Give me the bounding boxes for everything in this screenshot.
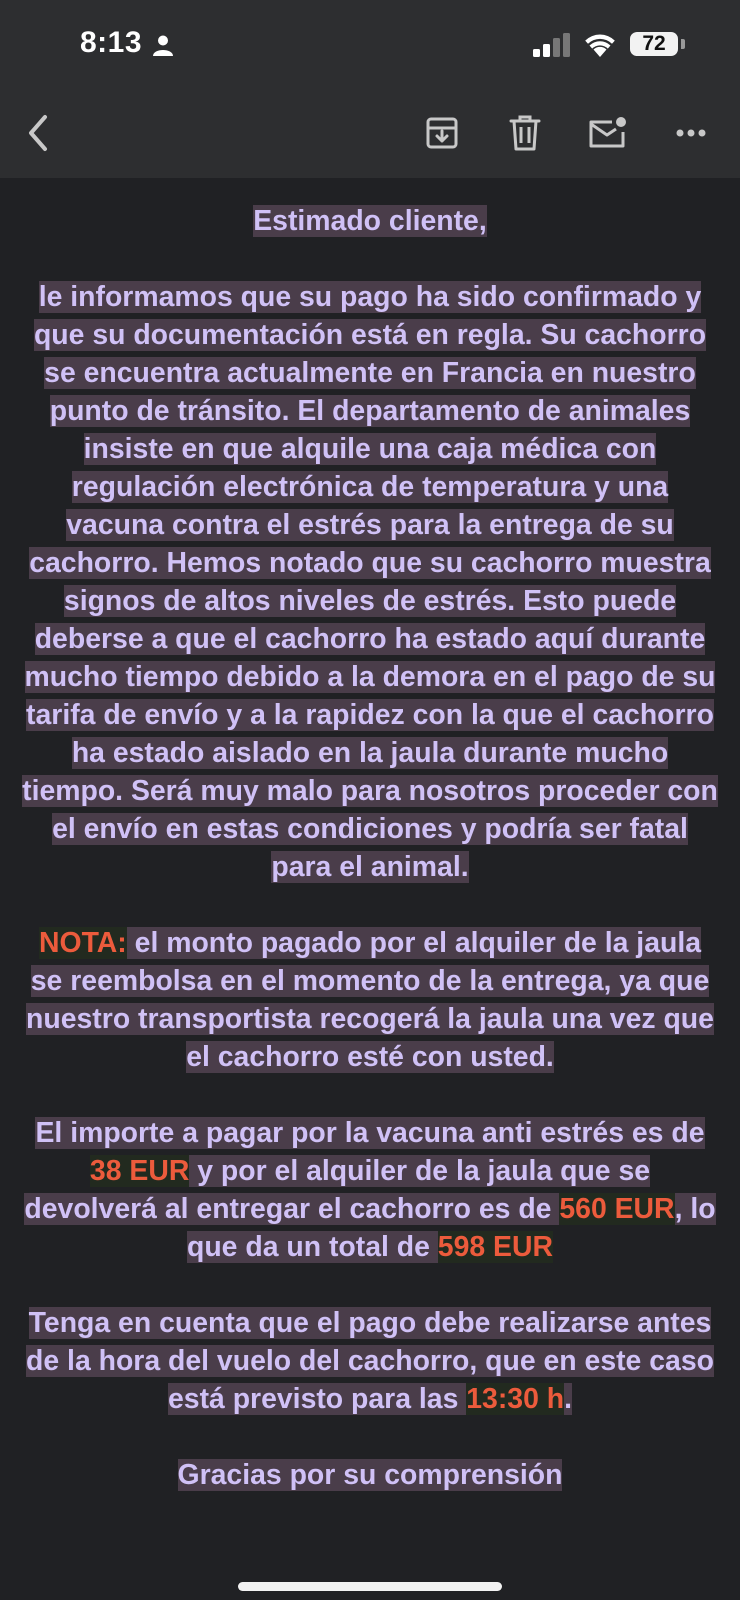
amount-vaccine: 38 EUR bbox=[89, 1155, 190, 1187]
wifi-icon bbox=[582, 30, 618, 58]
amount-total: 598 EUR bbox=[437, 1231, 553, 1263]
closing: Gracias por su comprensión bbox=[177, 1459, 563, 1491]
more-icon[interactable] bbox=[668, 110, 714, 156]
paragraph-amounts: El importe a pagar por la vacuna anti estrés es de 38 EUR y por el alquiler de la jaula que se devolverá al entregar el cachorro es de 560 EUR, lo que da un total de 598 EUR bbox=[24, 1117, 716, 1263]
trash-icon[interactable] bbox=[502, 110, 548, 156]
archive-icon[interactable] bbox=[419, 110, 465, 156]
greeting: Estimado cliente, bbox=[253, 205, 487, 237]
paragraph-deadline: Tenga en cuenta que el pago debe realizarse antes de la hora del vuelo del cachorro, que en este caso está previsto para las 13:30 h. bbox=[26, 1307, 714, 1415]
amount-cage: 560 EUR bbox=[559, 1193, 675, 1225]
home-indicator[interactable] bbox=[238, 1582, 502, 1591]
status-bar bbox=[0, 0, 740, 90]
status-time: 8:13 bbox=[80, 26, 143, 59]
back-icon[interactable] bbox=[16, 110, 62, 156]
battery-indicator: 72 bbox=[630, 32, 678, 56]
mark-unread-icon[interactable] bbox=[585, 110, 631, 156]
email-toolbar bbox=[0, 90, 740, 178]
email-message bbox=[20, 202, 720, 1532]
flight-time: 13:30 h bbox=[466, 1383, 565, 1415]
paragraph-status: le informamos que su pago ha sido confirmado y que su documentación está en regla. Su cachorro se encuentra actualmente en Francia en nuestro punto de tránsito. El departamento de animales insiste en que alquile una caja médica con regulación electrónica de temperatura y una vacuna contra el estrés para la entrega de su cachorro. Hemos notado que su cachorro muestra signos de altos niveles de estrés. Esto puede deberse a que el cachorro ha estado aquí durante mucho tiempo debido a la demora en el pago de su tarifa de envío y a la rapidez con la que el cachorro ha estado aislado en la jaula durante mucho tiempo. Será muy malo para nosotros proceder con el envío en estas condiciones y podría ser fatal para el animal. bbox=[22, 281, 718, 883]
cellular-signal-icon bbox=[533, 33, 573, 57]
email-body bbox=[0, 178, 740, 1600]
note-label: NOTA: bbox=[38, 927, 127, 959]
person-icon bbox=[152, 34, 174, 56]
battery-nub bbox=[681, 39, 685, 49]
paragraph-note: NOTA: el monto pagado por el alquiler de la jaula se reembolsa en el momento de la entrega, ya que nuestro transportista recogerá la jaula una vez que el cachorro esté con usted. bbox=[26, 927, 714, 1073]
